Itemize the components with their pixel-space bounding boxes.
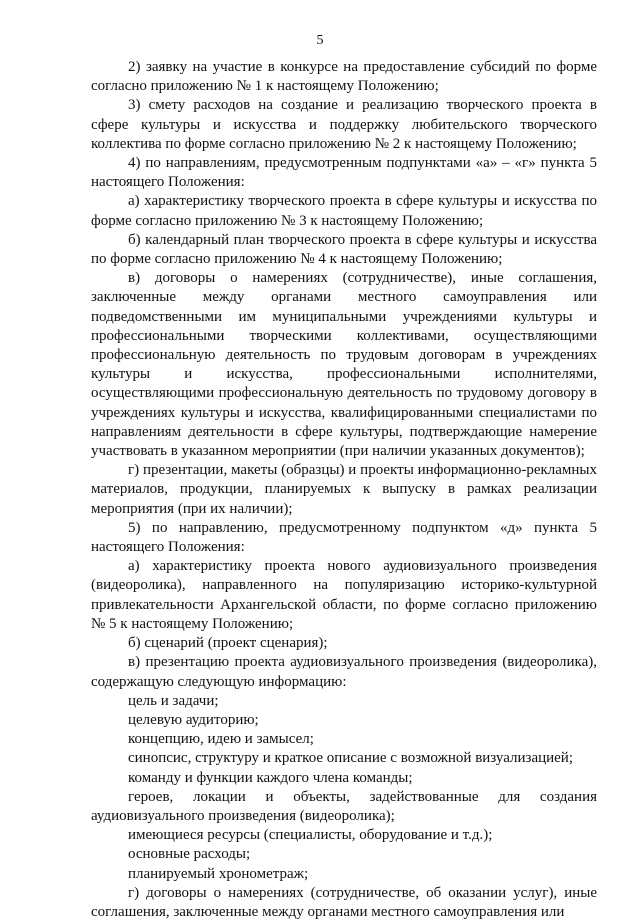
list-item: планируемый хронометраж; [128,865,309,882]
list-item: команду и функции каждого члена команды; [128,769,413,786]
paragraph: б) сценарий (проект сценария); [128,635,328,652]
paragraph: в) договоры о намерениях (сотрудничестве), иные соглашения, заключенные между органами местного самоуправления или подведомственными им муниципальными учреждениями культуры и профессиональными творческими коллективами, осуществляющими профессиональную деятельность по трудовым договорам в учреждениях культуры и искусства, профессиональными исполнителями, осуществляющими профессиональную деятельность по трудовому договору в учреждениях культуры и искусства, квалифицированными специалистами по направлениям деятельности в сфере культуры, подтверждающие намерение участвовать в указанном мероприятии (при наличии указанных документов); [91,270,597,460]
paragraph: 2) заявку на участие в конкурсе на предоставление субсидий по форме согласно приложению № 1 к настоящему Положению; [91,59,597,95]
paragraph: 5) по направлению, предусмотренному подпунктом «д» пункта 5 настоящего Положения: [91,519,597,556]
document-body [91,58,597,922]
paragraph: г) договоры о намерениях (сотрудничестве, об оказании услуг), иные соглашения, заключенные между органами местного самоуправления или [91,884,597,920]
paragraph: б) календарный план творческого проекта в сфере культуры и искусства по форме согласно приложению № 4 к настоящему Положению; [91,231,597,268]
list-item: синопсис, структуру и краткое описание с возможной визуализацией; [128,750,574,767]
paragraph: а) характеристику творческого проекта в сфере культуры и искусства по форме согласно приложению № 3 к настоящему Положению; [91,193,597,229]
list-item: цель и задачи; [128,692,219,709]
list-item: основные расходы; [128,846,251,863]
list-item: целевую аудиторию; [128,711,259,728]
page-number: 5 [316,33,324,48]
list-item: имеющиеся ресурсы (специалисты, оборудование и т.д.); [128,827,493,844]
paragraph: героев, локации и объекты, задействованные для создания аудиовизуального произведения (видеоролика); [91,788,597,824]
paragraph: 4) по направлениям, предусмотренным подпунктами «а» – «г» пункта 5 настоящего Положения: [91,155,597,191]
paragraph: 3) смету расходов на создание и реализацию творческого проекта в сфере культуры и искусства и поддержку любительского творческого коллектива по форме согласно приложению № 2 к настоящему Положению; [91,97,597,152]
list-item: концепцию, идею и замысел; [128,731,314,748]
paragraph: г) презентации, макеты (образцы) и проекты информационно-рекламных материалов, продукции, планируемых к выпуску в рамках реализации мероприятия (при их наличии); [91,462,597,517]
paragraph: а) характеристику проекта нового аудиовизуального произведения (видеоролика), направленного на популяризацию историко-культурной привлекательности Архангельской области, по форме согласно приложению № 5 к настоящему Положению; [91,558,597,632]
paragraph: в) презентацию проекта аудиовизуального произведения (видеоролика), содержащую следующую информацию: [91,654,597,690]
